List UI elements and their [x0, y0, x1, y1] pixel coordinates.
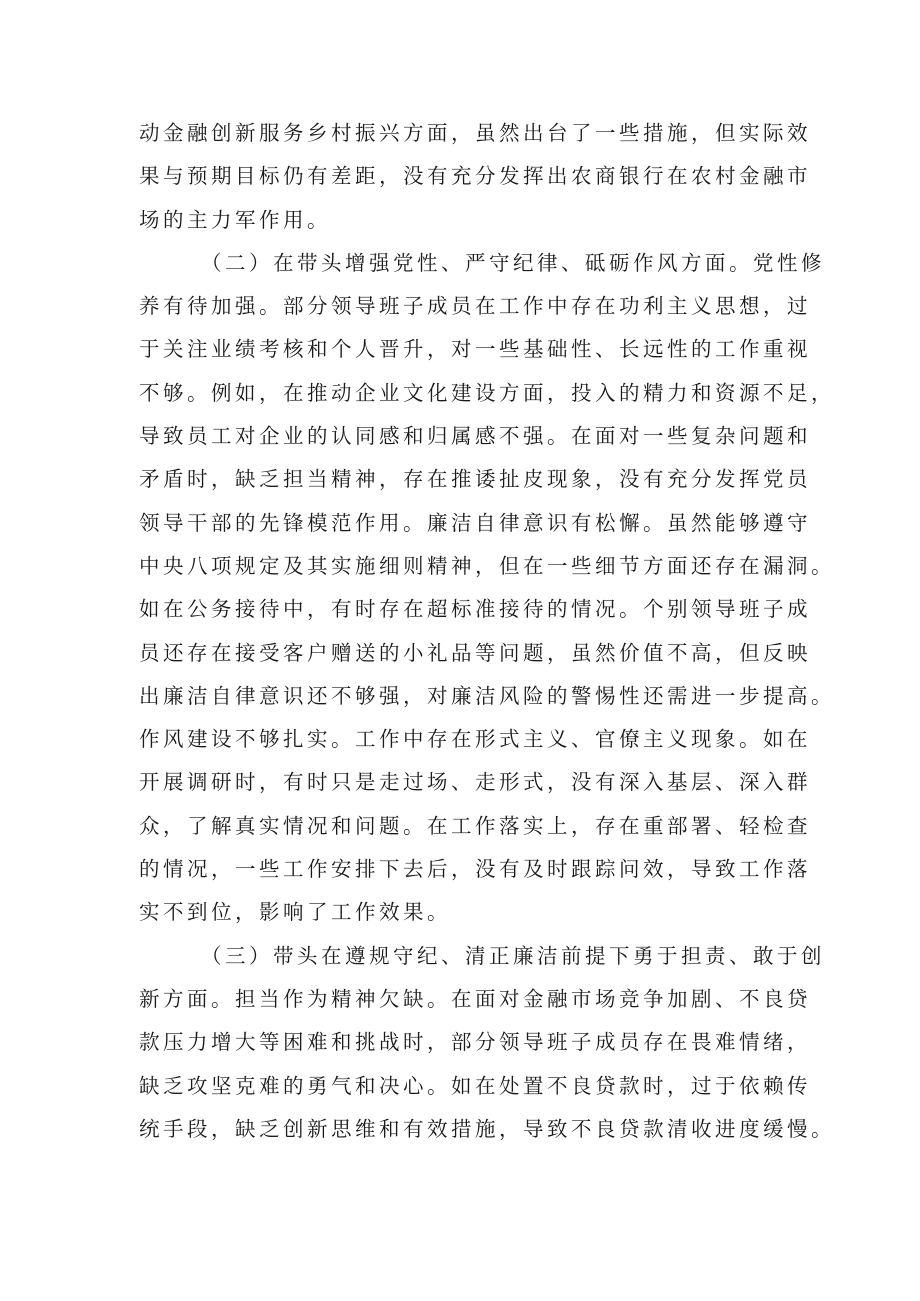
text-line: 导致员工对企业的认同感和归属感不强。在面对一些复杂问题和 — [139, 424, 811, 449]
text-line: 新方面。担当作为精神欠缺。在面对金融市场竞争加剧、不良贷 — [139, 986, 811, 1011]
text-line: 领导干部的先锋模范作用。廉洁自律意识有松懈。虽然能够遵守 — [139, 510, 811, 535]
text-line: 果与预期目标仍有差距，没有充分发挥出农商银行在农村金融市 — [139, 164, 811, 189]
text-line: 款压力增大等困难和挑战时，部分领导班子成员存在畏难情绪， — [139, 1030, 811, 1055]
text-line: 开展调研时，有时只是走过场、走形式，没有深入基层、深入群 — [139, 770, 811, 795]
text-line: 不够。例如，在推动企业文化建设方面，投入的精力和资源不足， — [139, 380, 835, 405]
text-line: 如在公务接待中，有时存在超标准接待的情况。个别领导班子成 — [139, 597, 811, 622]
section-heading-line: （三）带头在遵规守纪、清正廉洁前提下勇于担责、敢于创 — [201, 943, 825, 968]
text-line: 中央八项规定及其实施细则精神，但在一些细节方面还存在漏洞。 — [139, 553, 835, 578]
text-line: 矛盾时，缺乏担当精神，存在推诿扯皮现象，没有充分发挥党员 — [139, 467, 811, 492]
body-text — [139, 112, 835, 1151]
text-line: 出廉洁自律意识还不够强，对廉洁风险的警惕性还需进一步提高。 — [139, 683, 835, 708]
text-line: 动金融创新服务乡村振兴方面，虽然出台了一些措施，但实际效 — [139, 121, 811, 145]
text-line: 统手段，缺乏创新思维和有效措施，导致不良贷款清收进度缓慢。 — [139, 1116, 835, 1141]
text-line: 员还存在接受客户赠送的小礼品等问题，虽然价值不高，但反映 — [139, 640, 811, 665]
text-line: 场的主力军作用。 — [139, 207, 331, 232]
text-line: 作风建设不够扎实。工作中存在形式主义、官僚主义现象。如在 — [139, 727, 811, 752]
text-line: 于关注业绩考核和个人晋升，对一些基础性、长远性的工作重视 — [139, 337, 811, 362]
section-heading-line: （二）在带头增强党性、严守纪律、砥砺作风方面。党性修 — [201, 250, 825, 275]
text-line: 缺乏攻坚克难的勇气和决心。如在处置不良贷款时，过于依赖传 — [139, 1073, 811, 1098]
text-line: 众，了解真实情况和问题。在工作落实上，存在重部署、轻检查 — [139, 813, 811, 838]
text-line: 实不到位，影响了工作效果。 — [139, 900, 451, 925]
text-line: 养有待加强。部分领导班子成员在工作中存在功利主义思想，过 — [139, 294, 811, 319]
text-line: 的情况，一些工作安排下去后，没有及时跟踪问效，导致工作落 — [139, 857, 811, 882]
